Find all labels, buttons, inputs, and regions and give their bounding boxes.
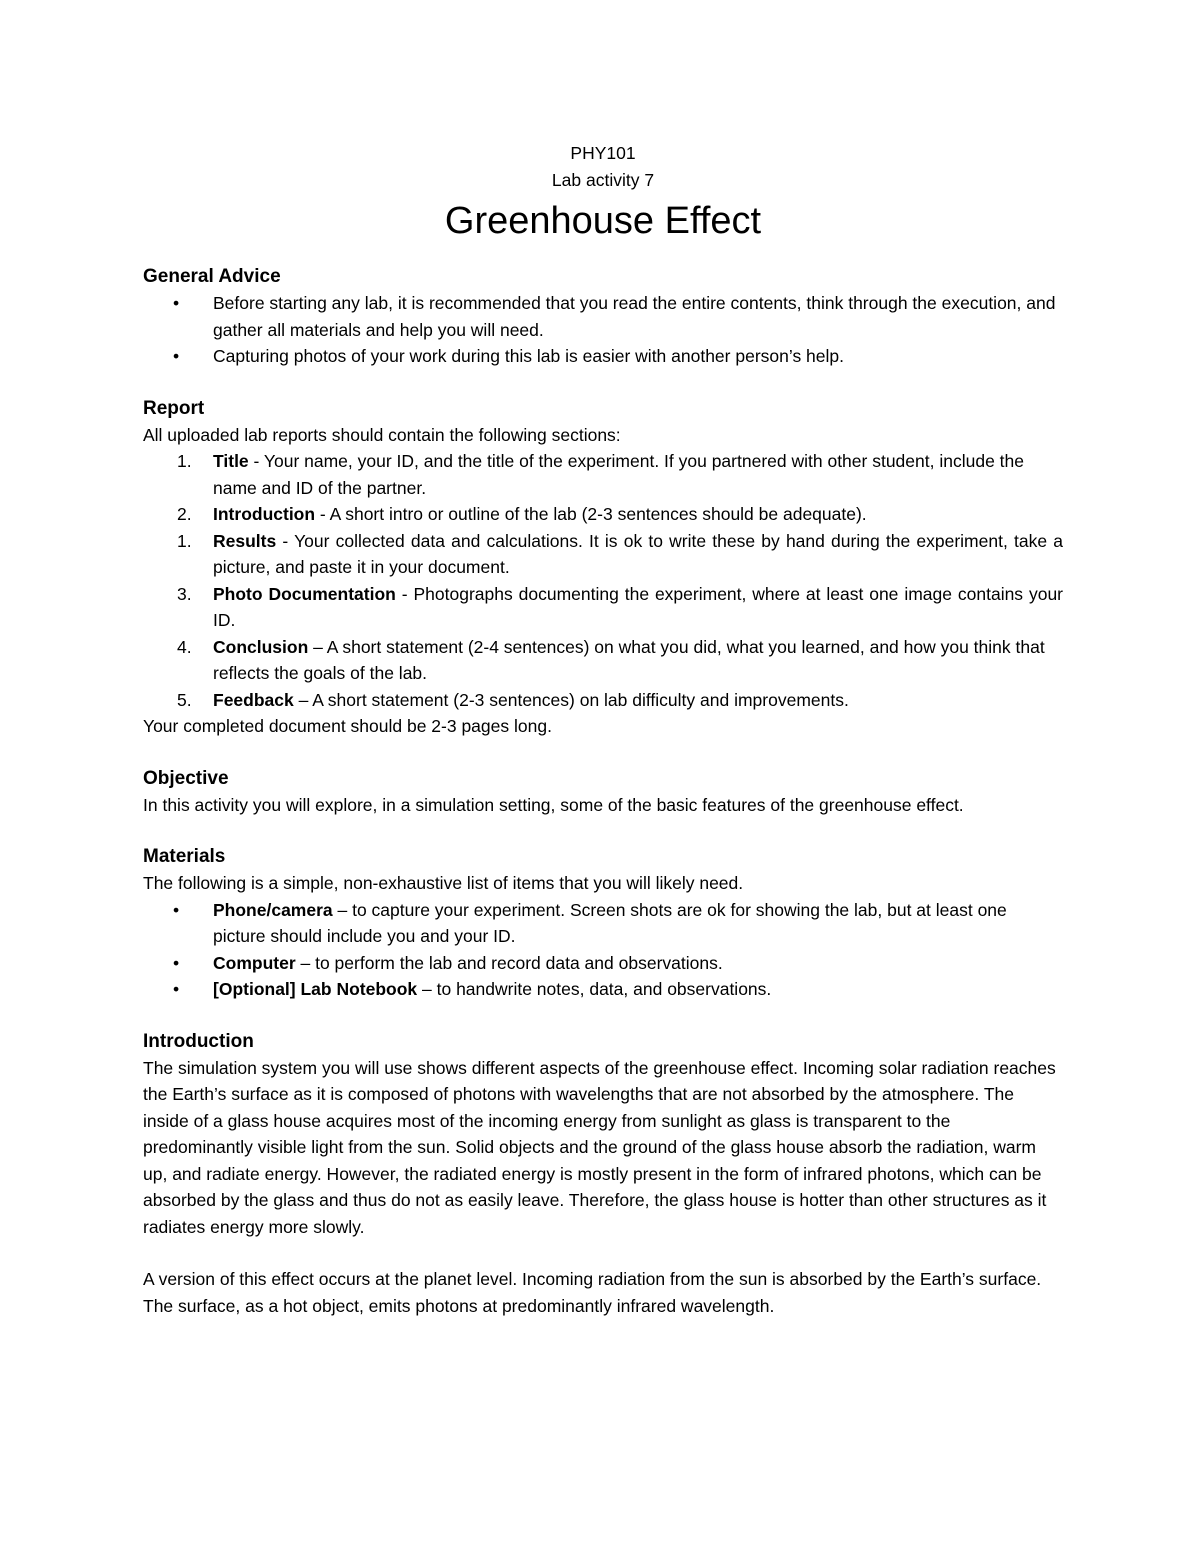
- list-number: 3.: [177, 583, 192, 604]
- list-item-text: - Photographs documenting the experiment, where at least one image contains your ID.: [213, 583, 1064, 630]
- list-item-term: Photo Documentation: [213, 583, 396, 604]
- introduction-paragraph: The simulation system you will use shows different aspects of the greenhouse effect. Incoming solar radiation reaches the Earth’s surface as it is composed of photons with wavelengths that are not absorbed by the atmosphere. The inside of a glass house acquires most of the incoming energy from sunlight as glass is transparent to the predominantly visible light from the sun. Solid objects and the ground of the glass house absorb the radiation, warm up, and radiate energy. However, the radiated energy is mostly present in the form of infrared photons, which can be absorbed by the glass and thus do not as easily leave. Therefore, the glass house is hotter than other structures as it radiates energy more slowly.: [143, 1057, 1056, 1237]
- list-item-text: - A short intro or outline of the lab (2-3 sentences should be adequate).: [315, 504, 867, 524]
- list-item: [143, 290, 1063, 343]
- list-number: 5.: [177, 689, 192, 710]
- activity-label: Lab activity 7: [551, 170, 655, 190]
- list-item: [143, 501, 1063, 528]
- list-item-term: Introduction: [213, 504, 316, 524]
- list-item-text: Before starting any lab, it is recommended that you read the entire contents, think through the execution, and gather all materials and help you will need.: [213, 293, 1056, 340]
- list-item-text: – A short statement (2-3 sentences) on lab difficulty and improvements.: [293, 689, 849, 710]
- objective-section: [143, 766, 1063, 819]
- introduction-paragraph: A version of this effect occurs at the planet level. Incoming radiation from the sun is absorbed by the Earth’s surface. The surface, as a hot object, emits photons at predominantly infrared wavelength.: [143, 1269, 1042, 1316]
- list-item: [143, 343, 1063, 370]
- report-section: [143, 396, 1063, 740]
- document-title: Greenhouse Effect: [444, 200, 762, 242]
- list-item-term: Phone/camera: [213, 899, 333, 920]
- list-item-text: – A short statement (2-4 sentences) on what you did, what you learned, and how you think that reflects the goals of the lab.: [213, 636, 1045, 683]
- list-item-text: – to capture your experiment. Screen shots are ok for showing the lab, but at least one picture should include you and your ID.: [213, 899, 1007, 946]
- list-item: [143, 448, 1063, 501]
- list-item-text: - Your name, your ID, and the title of the experiment. If you partnered with other student, include the name and ID of the partner.: [213, 451, 1024, 498]
- bullet-icon: •: [173, 979, 180, 999]
- general-advice-heading: General Advice: [143, 266, 281, 287]
- list-number: 1.: [177, 530, 192, 551]
- document-page: [143, 140, 1063, 1345]
- materials-section: [143, 844, 1063, 1003]
- bullet-icon: •: [173, 952, 180, 973]
- course-code: PHY101: [570, 143, 636, 163]
- materials-list: [143, 897, 1063, 1003]
- list-item-text: – to handwrite notes, data, and observations.: [417, 979, 772, 999]
- objective-text: In this activity you will explore, in a simulation setting, some of the basic features of the greenhouse effect.: [143, 794, 964, 815]
- list-item-term: Results: [213, 530, 277, 551]
- list-item-text: - Your collected data and calculations. It is ok to write these by hand during the experiment, take a picture, and paste it in your document.: [213, 530, 1063, 577]
- report-closing: Your completed document should be 2-3 pages long.: [143, 716, 552, 736]
- list-item: [143, 950, 1063, 977]
- list-number: 1.: [177, 451, 192, 471]
- paragraph-spacer: [143, 1240, 1063, 1266]
- report-intro: All uploaded lab reports should contain the following sections:: [143, 424, 621, 445]
- bullet-icon: •: [173, 293, 180, 313]
- materials-intro: The following is a simple, non-exhaustive list of items that you will likely need.: [143, 873, 744, 893]
- list-item-term: Feedback: [213, 689, 294, 710]
- list-item-term: [Optional] Lab Notebook: [213, 979, 418, 999]
- list-item: [143, 581, 1063, 634]
- general-advice-section: [143, 264, 1063, 370]
- list-item-term: Computer: [213, 952, 296, 973]
- list-item: [143, 634, 1063, 687]
- list-number: 4.: [177, 636, 192, 657]
- bullet-icon: •: [173, 346, 180, 366]
- list-item-term: Title: [213, 451, 249, 471]
- list-item: [143, 976, 1063, 1003]
- objective-heading: Objective: [143, 767, 229, 789]
- list-item: [143, 897, 1063, 950]
- list-item-text: Capturing photos of your work during this lab is easier with another person’s help.: [213, 346, 844, 366]
- list-item: [143, 687, 1063, 714]
- list-item-text: – to perform the lab and record data and observations.: [295, 952, 723, 973]
- materials-heading: Materials: [143, 846, 226, 867]
- report-heading: Report: [143, 397, 205, 419]
- list-item: [143, 528, 1063, 581]
- introduction-section: [143, 1029, 1063, 1320]
- introduction-heading: Introduction: [143, 1030, 254, 1052]
- report-sections-list: [143, 448, 1063, 713]
- list-number: 2.: [177, 504, 192, 524]
- list-item-term: Conclusion: [213, 636, 309, 657]
- general-advice-list: [143, 290, 1063, 370]
- bullet-icon: •: [173, 899, 180, 920]
